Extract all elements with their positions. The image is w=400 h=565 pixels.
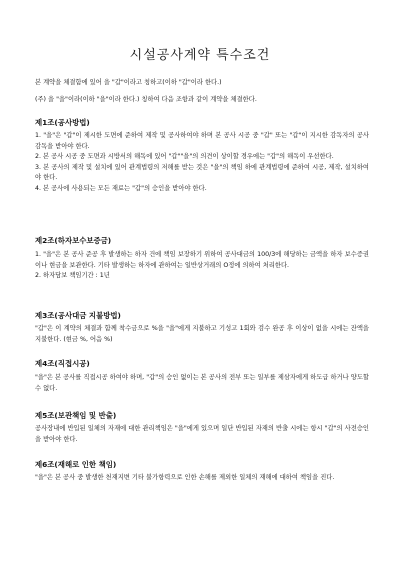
section-1-item-1: 1. "을"은 "갑"이 제시한 도면에 준하여 제작 및 공사하여야 하며 본 공사 시공 중 "갑" 또는 "갑"이 지시한 감독자의 공사 감독을 받아야 한다.: [35, 132, 369, 150]
intro-line-1: 본 계약을 체결함에 있어 을 "갑"이라고 칭하고(이하 "갑"이라 한다.): [35, 79, 222, 86]
section-1-item-2: 2. 본 공사 시공 중 도면과 시방서의 해독에 있어 "갑""을"의 의견이 상이할 경우에는 "갑"의 해독이 우선한다.: [35, 153, 334, 161]
intro-line-2: (주) 을 "을"이라(이하 "을"이라 한다.) 칭하여 다음 조항과 같이 계약을 체결한다.: [35, 96, 257, 103]
section-2-item-2: 2. 하자담보 책임기간 : 1년: [35, 272, 110, 280]
section-6-heading: 제6조(재해로 인한 책임): [35, 460, 117, 469]
section-3-text: "갑"은 이 계약의 체결과 함께 착수금으로 %을 "을"에게 지불하고 기성고 1회와 검수 완공 후 이상이 없을 시에는 잔액을 지불한다. (현금 %, 어음 %): [35, 325, 369, 343]
section-5-heading: 제5조(보관책임 및 반출): [35, 411, 117, 420]
section-1-item-3: 3. 본 공사의 제작 및 설치에 있어 관계법령의 저해를 받는 것은 "을"의 책임 하에 관계법령에 준하여 시공, 제작, 설치하여야 한다.: [35, 163, 369, 182]
section-1-item-4: 4. 본 공사에 사용되는 모든 재료는 "갑"의 승인을 받아야 한다.: [35, 184, 207, 192]
section-2-body: [35, 250, 369, 282]
section-3-heading: 제3조(공사대금 지불방법): [35, 311, 121, 320]
document-title: 시설공사계약 특수조건: [129, 48, 271, 63]
section-4-body: [35, 373, 369, 394]
section-1-body: [35, 131, 369, 195]
section-3-body: [35, 324, 369, 345]
section-1-heading: 제1조(공사방법): [35, 118, 90, 127]
section-2-heading: 제2조(하자보수보증금): [35, 236, 112, 245]
section-6-text: "을"은 본 공사 중 발생한 천재지변 기타 불가항력으로 인한 손해를 제외한 일체의 재해에 대하여 책임을 진다.: [35, 474, 335, 481]
section-4-heading: 제4조(직접시공): [35, 359, 90, 368]
section-5-body: [35, 424, 369, 445]
section-5-text: 공사장내에 반입된 일체의 자재에 대한 관리책임은 "을"에게 있으며 일단 반입된 자재의 반출 시에는 항시 "갑"의 사전승인을 받아야 한다.: [35, 425, 369, 443]
section-4-text: "을"은 본 공사를 직접시공 하여야 하며, "갑"의 승인 없이는 본 공사의 전부 또는 일부를 제삼자에게 하도급 하거나 양도할 수 없다.: [35, 374, 369, 392]
section-2-item-1: 1. "을"은 본 공사 준공 후 발생하는 하자 건에 책임 보장하기 위하여 공사대금의 100/3에 해당하는 금액을 하자 보수증권이나 현금을 보관한다. 기타 발생하는 하자에 관하여는 일반상거래의 O정에 의하여 처리한다.: [35, 251, 369, 269]
section-6-body: [35, 473, 369, 484]
